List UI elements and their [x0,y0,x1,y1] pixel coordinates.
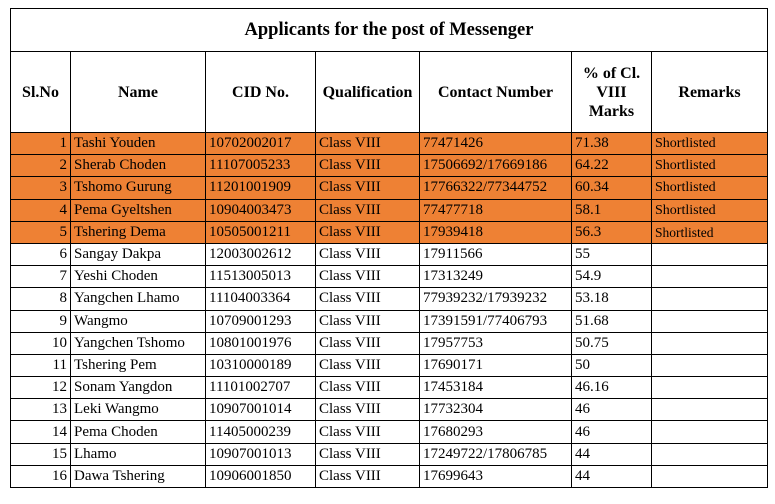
cell-contact: 17680293 [420,421,572,443]
cell-remarks [652,288,768,310]
header-marks-line2: VIII [596,83,627,101]
cell-qualification: Class VIII [316,465,420,487]
cell-name: Wangmo [71,310,206,332]
cell-cid: 10702002017 [206,133,316,155]
cell-contact: 17391591/77406793 [420,310,572,332]
cell-cid: 10906001850 [206,465,316,487]
cell-qualification: Class VIII [316,288,420,310]
table-row [11,421,768,443]
cell-marks: 53.18 [572,288,652,310]
cell-slno: 6 [11,243,71,265]
cell-cid: 11107005233 [206,155,316,177]
cell-name: Dawa Tshering [71,465,206,487]
table-row [11,133,768,155]
cell-remarks [652,421,768,443]
header-row [11,52,768,133]
cell-remarks [652,310,768,332]
cell-slno: 7 [11,266,71,288]
table-row [11,399,768,421]
header-qualification: Qualification [316,52,420,133]
table-title: Applicants for the post of Messenger [11,9,768,52]
table-row [11,155,768,177]
cell-marks: 44 [572,443,652,465]
cell-marks: 50 [572,354,652,376]
cell-cid: 10904003473 [206,199,316,221]
table-row [11,332,768,354]
cell-contact: 17313249 [420,266,572,288]
cell-cid: 12003002612 [206,243,316,265]
cell-marks: 51.68 [572,310,652,332]
cell-slno: 12 [11,377,71,399]
cell-name: Yeshi Choden [71,266,206,288]
table-row [11,465,768,487]
cell-slno: 4 [11,199,71,221]
cell-name: Sangay Dakpa [71,243,206,265]
cell-slno: 9 [11,310,71,332]
cell-marks: 71.38 [572,133,652,155]
cell-cid: 11104003364 [206,288,316,310]
cell-remarks [652,332,768,354]
cell-qualification: Class VIII [316,399,420,421]
cell-slno: 5 [11,221,71,243]
table-row [11,443,768,465]
applicants-table [10,8,768,488]
cell-marks: 46.16 [572,377,652,399]
table-row [11,177,768,199]
cell-cid: 11101002707 [206,377,316,399]
header-remarks: Remarks [652,52,768,133]
cell-contact: 17766322/77344752 [420,177,572,199]
cell-contact: 17957753 [420,332,572,354]
cell-slno: 11 [11,354,71,376]
cell-name: Pema Choden [71,421,206,443]
cell-cid: 10709001293 [206,310,316,332]
cell-name: Tashi Youden [71,133,206,155]
cell-marks: 60.34 [572,177,652,199]
cell-cid: 11513005013 [206,266,316,288]
cell-slno: 15 [11,443,71,465]
cell-contact: 17939418 [420,221,572,243]
cell-name: Sonam Yangdon [71,377,206,399]
cell-remarks: Shortlisted [652,133,768,155]
cell-qualification: Class VIII [316,421,420,443]
cell-cid: 10310000189 [206,354,316,376]
cell-marks: 55 [572,243,652,265]
cell-slno: 1 [11,133,71,155]
cell-qualification: Class VIII [316,177,420,199]
header-name: Name [71,52,206,133]
table-row [11,288,768,310]
cell-contact: 17732304 [420,399,572,421]
cell-slno: 3 [11,177,71,199]
cell-contact: 17506692/17669186 [420,155,572,177]
cell-remarks: Shortlisted [652,221,768,243]
cell-qualification: Class VIII [316,354,420,376]
table-row [11,310,768,332]
table-row [11,243,768,265]
cell-remarks [652,266,768,288]
cell-marks: 56.3 [572,221,652,243]
cell-name: Lhamo [71,443,206,465]
cell-slno: 13 [11,399,71,421]
cell-qualification: Class VIII [316,266,420,288]
cell-marks: 54.9 [572,266,652,288]
cell-remarks: Shortlisted [652,199,768,221]
cell-qualification: Class VIII [316,310,420,332]
cell-contact: 17249722/17806785 [420,443,572,465]
cell-contact: 17690171 [420,354,572,376]
cell-name: Tshomo Gurung [71,177,206,199]
cell-marks: 46 [572,399,652,421]
cell-qualification: Class VIII [316,133,420,155]
cell-name: Leki Wangmo [71,399,206,421]
cell-qualification: Class VIII [316,332,420,354]
table-body [11,133,768,488]
cell-name: Pema Gyeltshen [71,199,206,221]
cell-slno: 8 [11,288,71,310]
cell-remarks [652,399,768,421]
cell-remarks: Shortlisted [652,155,768,177]
cell-marks: 50.75 [572,332,652,354]
table-row [11,354,768,376]
cell-slno: 16 [11,465,71,487]
cell-qualification: Class VIII [316,199,420,221]
cell-slno: 2 [11,155,71,177]
header-marks-line1: % of Cl. [582,64,641,82]
header-marks [572,52,652,133]
cell-name: Sherab Choden [71,155,206,177]
cell-remarks [652,443,768,465]
cell-qualification: Class VIII [316,221,420,243]
cell-slno: 14 [11,421,71,443]
cell-name: Tshering Dema [71,221,206,243]
header-slno: Sl.No [11,52,71,133]
cell-remarks [652,377,768,399]
header-cid: CID No. [206,52,316,133]
header-marks-line3: Marks [588,102,635,120]
cell-remarks [652,465,768,487]
cell-cid: 11201001909 [206,177,316,199]
cell-cid: 11405000239 [206,421,316,443]
cell-contact: 77939232/17939232 [420,288,572,310]
cell-qualification: Class VIII [316,377,420,399]
cell-contact: 17911566 [420,243,572,265]
cell-remarks [652,354,768,376]
cell-marks: 44 [572,465,652,487]
cell-contact: 17699643 [420,465,572,487]
cell-qualification: Class VIII [316,155,420,177]
cell-remarks [652,243,768,265]
table-row [11,266,768,288]
cell-cid: 10505001211 [206,221,316,243]
cell-qualification: Class VIII [316,443,420,465]
cell-cid: 10907001013 [206,443,316,465]
cell-contact: 17453184 [420,377,572,399]
cell-remarks: Shortlisted [652,177,768,199]
cell-qualification: Class VIII [316,243,420,265]
table-row [11,199,768,221]
cell-name: Tshering Pem [71,354,206,376]
cell-marks: 46 [572,421,652,443]
cell-marks: 58.1 [572,199,652,221]
table-row [11,377,768,399]
cell-contact: 77477718 [420,199,572,221]
applicants-sheet [10,8,768,488]
cell-name: Yangchen Lhamo [71,288,206,310]
cell-cid: 10907001014 [206,399,316,421]
header-contact: Contact Number [420,52,572,133]
cell-name: Yangchen Tshomo [71,332,206,354]
cell-marks: 64.22 [572,155,652,177]
cell-slno: 10 [11,332,71,354]
cell-contact: 77471426 [420,133,572,155]
cell-cid: 10801001976 [206,332,316,354]
table-row [11,221,768,243]
